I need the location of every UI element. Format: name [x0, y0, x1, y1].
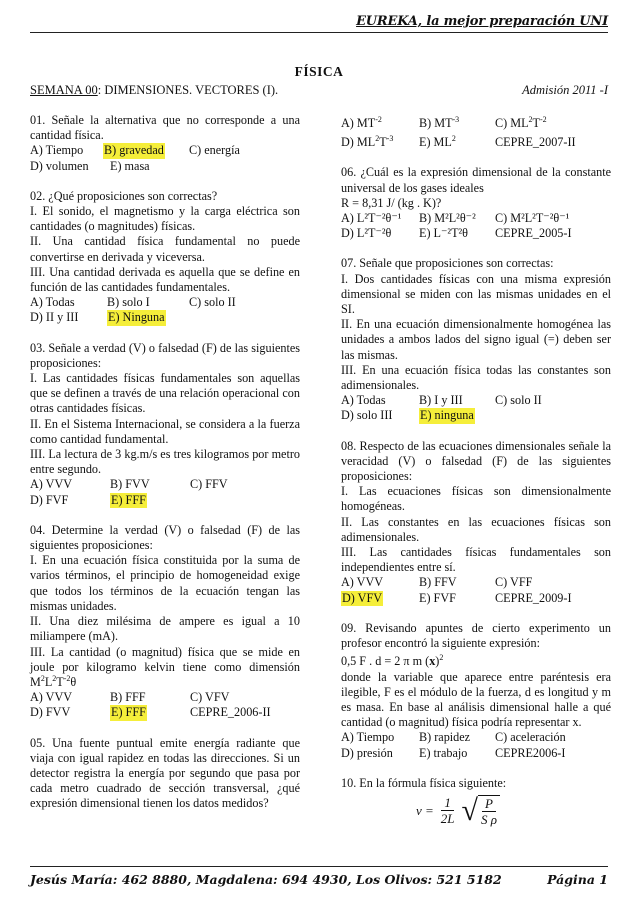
question-text: 02. ¿Qué proposiciones son correctas?: [30, 188, 218, 203]
left-column: [30, 113, 300, 827]
option-c: C) M²L²T⁻²θ⁻¹: [495, 211, 570, 226]
proposition-iii: III. La lectura de 3 kg.m/s es tres kilogramos por metro entre segundo.: [30, 447, 300, 477]
option-b: B) I y III: [419, 393, 463, 408]
proposition-iii: III. En una ecuación física todas las constantes son adimensionales.: [341, 362, 611, 393]
option-d: D) solo III: [341, 408, 393, 423]
proposition-i: I. El sonido, el magnetismo y la carga eléctrica son cantidades (o magnitudes) físicas.: [30, 204, 300, 234]
option-d: D) L²T⁻²θ: [341, 226, 392, 241]
proposition-i: I. Las ecuaciones físicas son dimensionalmente homogéneas.: [341, 484, 611, 514]
header-brand: EUREKA, la mejor preparación UNI: [356, 14, 608, 29]
proposition-iii: III. La cantidad (o magnitud) física que se mide en joule por kilogramo kelvin tiene como dimensión $M^2L^2T^{-2}\theta$: [30, 644, 300, 689]
formula: R = 8,31 J/ (kg . K)?: [341, 195, 442, 210]
proposition-iii: III. Una cantidad derivada es aquella que se define en función de las cantidades fundamentales.: [30, 264, 300, 295]
option-c: C) FFV: [190, 477, 228, 492]
question-text: 07. Señale que proposiciones son correctas:: [341, 256, 554, 271]
footer-contacts: Jesús María: 462 8880, Magdalena: 694 4930, Los Olivos: 521 5182: [30, 872, 502, 887]
option-b: B) $MT^{-3}$: [419, 114, 460, 130]
option-a: A) Tiempo: [30, 143, 84, 158]
proposition-iii: III. Las cantidades físicas fundamentales son independientes entre sí.: [341, 545, 611, 575]
option-c: C) solo II: [495, 393, 542, 408]
option-a: A) VVV: [30, 477, 73, 492]
option-b: B) solo I: [107, 295, 150, 310]
question-text: 05. Una fuente puntual emite energía radiante que viaja con igual rapidez en todas las direcciones. Si un detector registra la energía por segundo que pasa por cada metro cuadrado de sección transversal, ¿qué expresión dimensional tienen los datos medidos?: [30, 735, 300, 811]
option-e: E) masa: [110, 158, 150, 173]
option-d: D) volumen: [30, 158, 89, 173]
week-heading: SEMANA 00: DIMENSIONES. VECTORES (I).: [30, 83, 279, 97]
proposition-ii: II. Una cantidad física fundamental no puede convertirse en derivada y viceversa.: [30, 234, 300, 264]
proposition-ii: II. Una diez milésima de ampere es igual a 10 miliampere (mA).: [30, 614, 300, 644]
option-d: D) II y III: [30, 310, 79, 325]
option-a: A) VVV: [30, 690, 73, 705]
option-b: B) gravedad: [104, 143, 164, 158]
option-b: B) FFV: [419, 575, 457, 590]
question-text: 10. En la fórmula física siguiente:: [341, 775, 507, 790]
option-b: B) FVV: [110, 477, 150, 492]
proposition-ii: II. Las constantes en las ecuaciones físicas son adimensionales.: [341, 514, 611, 544]
question-03: [30, 341, 300, 508]
question-text: 06. ¿Cuál es la expresión dimensional de la constante universal de los gases ideales: [341, 165, 611, 195]
source-label: CEPRE_2007-II: [495, 135, 576, 150]
option-c: C) $ML^2T^{-2}$: [495, 114, 547, 130]
footer-rule: [30, 866, 608, 867]
question-05-options: [341, 116, 611, 150]
header-rule: [30, 32, 608, 33]
option-d: D) presión: [341, 745, 393, 760]
option-c: C) aceleración: [495, 730, 566, 745]
square-root: √ $\frac{P}{\text{S ρ}}$: [462, 795, 500, 827]
question-07: [341, 256, 611, 423]
option-c: C) solo II: [189, 295, 236, 310]
formula: 0,5 F . d = 2 π m $(x)^2$: [341, 653, 444, 669]
question-text: 08. Respecto de las ecuaciones dimensionales señale la veracidad (V) o falsedad (F) de las siguientes proposiciones:: [341, 438, 611, 484]
option-a: A) L²T⁻²θ⁻¹: [341, 211, 402, 226]
source-label: CEPRE_2006-II: [190, 705, 271, 720]
question-06: [341, 165, 611, 241]
option-b: B) M²L²θ⁻²: [419, 211, 476, 226]
proposition-ii: II. En el Sistema Internacional, se considera a la fuerza como cantidad fundamental.: [30, 416, 300, 446]
question-text: 01. Señale la alternativa que no corresponde a una cantidad física.: [30, 113, 300, 143]
option-e: E) trabajo: [419, 745, 468, 760]
option-a: A) $MT^{-2}$: [341, 114, 382, 130]
option-d: D) FVV: [30, 705, 71, 720]
option-e: E) Ninguna: [108, 310, 165, 325]
option-d: D) $ML^2T^{-3}$: [341, 134, 394, 150]
question-body: donde la variable que aparece entre paréntesis era ilegible, F es el módulo de la fuerza, d es longitud y m es masa. En base al análisis dimensional halle a qué cantidad (o magnitud) física podría representar x.: [341, 669, 611, 730]
option-e: E) FVF: [419, 590, 456, 605]
option-c: C) VFF: [495, 575, 533, 590]
question-text: 09. Revisando apuntes de cierto experimento un profesor encontró la siguiente expresión:: [341, 620, 611, 651]
question-01: [30, 113, 300, 174]
option-c: C) energía: [189, 143, 240, 158]
option-a: A) Todas: [30, 295, 75, 310]
option-b: B) rapidez: [419, 730, 471, 745]
proposition-i: I. En una ecuación física constituida por la suma de varios términos, el principio de homogeneidad exige que todos los términos de la ecuación tengan las mismas unidades.: [30, 553, 300, 613]
option-e: E) FFF: [111, 492, 146, 507]
option-e: E) FFF: [111, 705, 146, 720]
source-label: CEPRE2006-I: [495, 745, 566, 760]
question-08: [341, 439, 611, 606]
option-d: D) VFV: [342, 590, 383, 605]
source-label: CEPRE_2009-I: [495, 590, 572, 605]
question-text: 04. Determine la verdad (V) o falsedad (F) de las siguientes proposiciones:: [30, 522, 300, 553]
option-d: D) FVF: [30, 492, 69, 507]
admission-label: Admisión 2011 -I: [522, 83, 608, 97]
option-e: E) ninguna: [420, 408, 474, 423]
question-04: [30, 523, 300, 721]
option-e: E) $ML^2$: [419, 134, 456, 150]
option-e: E) L⁻²T²θ: [419, 226, 469, 241]
question-02: [30, 189, 300, 326]
fraction: $\frac{1}{2L}$: [440, 795, 455, 827]
page-number: Página 1: [547, 872, 608, 887]
option-b: B) FFF: [110, 690, 146, 705]
source-label: CEPRE_2005-I: [495, 226, 572, 241]
question-text: 03. Señale a verdad (V) o falsedad (F) de las siguientes proposiciones:: [30, 340, 300, 370]
proposition-ii: II. En una ecuación dimensionalmente homogénea las unidades a ambos lados del signo igual (=) deben ser las mismas.: [341, 317, 611, 362]
question-10: [341, 776, 611, 827]
option-a: A) Todas: [341, 393, 386, 408]
question-05: [30, 736, 300, 812]
proposition-i: I. Las cantidades físicas fundamentales son aquellas que se definen a través de una relación operacional con otras cantidades físicas.: [30, 371, 300, 416]
formula: v = $\frac{1}{2L}$ √ $\frac{P}{\text{S ρ}}$: [416, 795, 611, 827]
proposition-i: I. Dos cantidades físicas con una misma expresión dimensional se miden con las mismas unidades en el SI.: [341, 271, 611, 317]
question-09: [341, 621, 611, 761]
option-a: A) VVV: [341, 575, 384, 590]
option-a: A) Tiempo: [341, 730, 395, 745]
page-title: FÍSICA: [294, 64, 344, 79]
right-column: [341, 116, 611, 842]
option-c: C) VFV: [190, 690, 230, 705]
